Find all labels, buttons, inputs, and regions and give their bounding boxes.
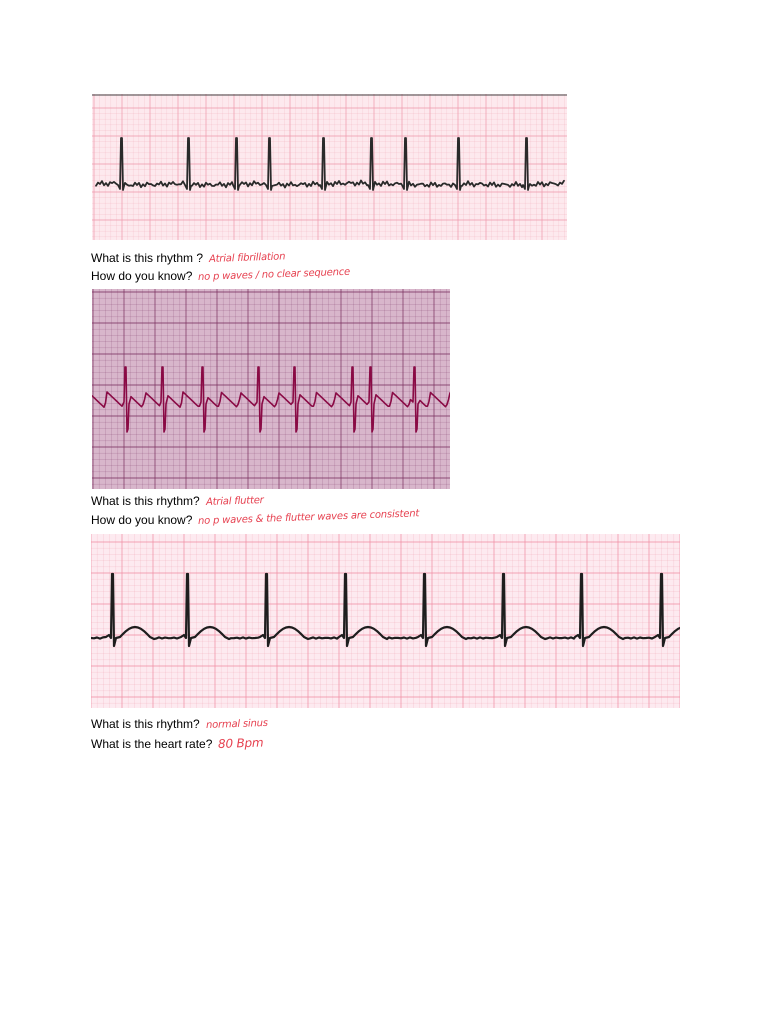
question-how-know-2 [91,508,420,529]
question-how-know-1 [91,267,351,285]
question-text: What is this rhythm ? [91,251,204,265]
ecg-strip-atrial-flutter [92,289,450,489]
question-heart-rate [91,735,264,753]
ecg-strip-normal-sinus [91,534,680,708]
handwritten-answer: Atrial fibrillation [208,251,286,265]
question-text: How do you know? [91,513,193,527]
question-rhythm-3 [91,715,268,733]
handwritten-answer: no p waves & the flutter waves are consistent [198,508,420,527]
question-rhythm-1 [91,249,285,267]
grid-background [92,289,450,489]
ecg-tracing [91,534,680,708]
question-text: What is this rhythm? [91,717,200,731]
ecg-strip-atrial-fibrillation [92,94,567,240]
ecg-tracing [92,289,450,489]
handwritten-answer: 80 Bpm [218,735,265,751]
handwritten-answer: normal sinus [205,717,268,731]
question-text: What is this rhythm? [91,494,200,508]
handwritten-answer: no p waves / no clear sequence [198,266,351,283]
grid-background [91,534,680,708]
question-text: What is the heart rate? [91,737,213,751]
question-rhythm-2 [91,492,263,510]
handwritten-answer: Atrial flutter [205,494,264,508]
question-text: How do you know? [91,269,193,283]
grid-background [92,94,567,240]
ecg-tracing [92,94,567,240]
